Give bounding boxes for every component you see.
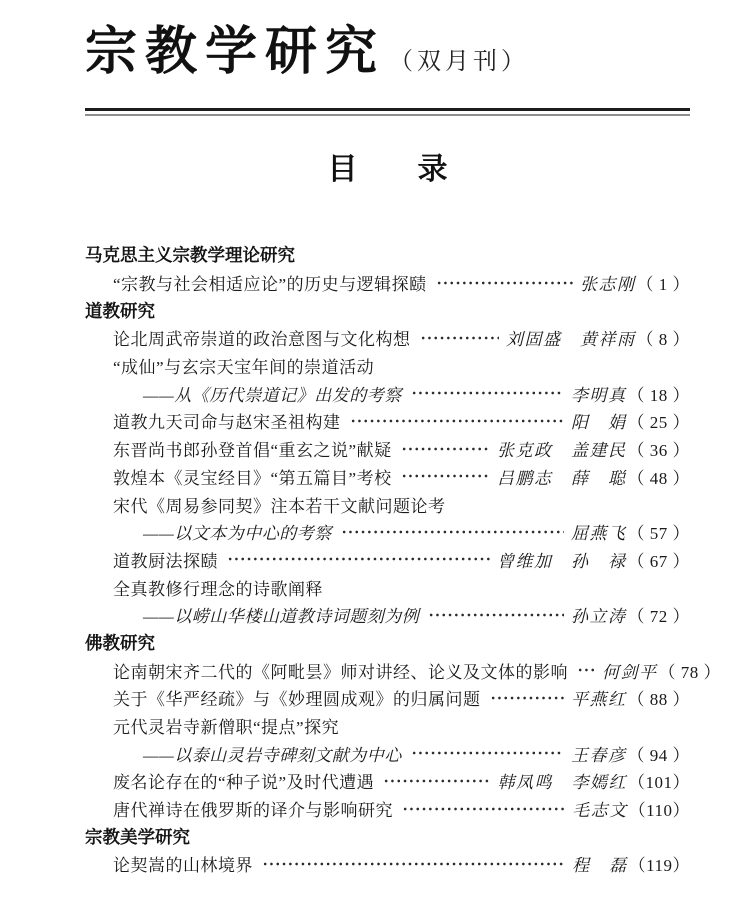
toc-entry-authors: 程 磊: [572, 856, 628, 876]
toc-entry: [85, 712, 690, 740]
toc-entry-page: （ 57 ）: [627, 524, 690, 544]
toc-entry-subtitle-row: [85, 518, 690, 546]
toc-entry-authors: 张志刚: [580, 275, 636, 295]
toc-title: 目 录: [327, 153, 448, 186]
toc-entry-authors: 屈燕飞: [571, 524, 627, 544]
toc-entry-page: （101）: [628, 773, 690, 793]
toc-entry-title: 论南朝宋齐二代的《阿毗昙》师对讲经、论义及文体的影响: [113, 662, 568, 682]
toc-entry: [85, 463, 690, 491]
toc-entry-page: （110）: [628, 801, 690, 821]
toc-entry: [85, 490, 690, 518]
toc-entry-title: 废名论存在的“种子说”及时代遭遇: [113, 773, 375, 793]
section-heading: 佛教研究: [85, 632, 155, 653]
toc-entry-page: （ 18 ）: [627, 385, 690, 405]
toc-entry: [85, 352, 690, 380]
dot-leader: [402, 795, 565, 823]
dot-leader: [577, 656, 595, 684]
dot-leader: [411, 379, 564, 407]
toc-entry-page: （ 72 ）: [627, 607, 690, 627]
toc-entry: [85, 850, 690, 878]
toc-entry-authors: 孙立涛: [571, 607, 627, 627]
toc-entry-title: 道教厨法探赜: [113, 551, 218, 571]
toc-entry-title: 元代灵岩寺新僧职“提点”探究: [113, 718, 340, 738]
dot-leader: [490, 684, 565, 712]
masthead: [85, 24, 690, 94]
toc-entry-title: “宗教与社会相适应论”的历史与逻辑探赜: [113, 275, 427, 295]
toc-entry-page: （ 88 ）: [627, 690, 690, 710]
dot-leader: [262, 850, 565, 878]
toc-entry-authors: 王春彦: [571, 745, 627, 765]
toc-entry: [85, 435, 690, 463]
toc-entry-page: （ 1 ）: [636, 275, 690, 295]
toc-entry-page: （ 78 ）: [658, 662, 721, 682]
toc-entry-authors: 平燕红: [571, 690, 627, 710]
toc-entry-title: 敦煌本《灵宝经目》“第五篇目”考校: [113, 468, 392, 488]
dot-leader: [436, 269, 573, 297]
toc-entry-subtitle-row: [85, 379, 690, 407]
toc-entry-subtitle: ——以崂山华楼山道教诗词题刻为例: [143, 607, 420, 627]
toc-entry: [85, 324, 690, 352]
toc-entry: [85, 573, 690, 601]
section-heading: 马克思主义宗教学理论研究: [85, 245, 295, 266]
toc-entry: [85, 684, 690, 712]
toc-entry-title: 道教九天司命与赵宋圣祖构建: [113, 413, 341, 433]
dot-leader: [401, 463, 490, 491]
toc-entry-title: 论北周武帝崇道的政治意图与文化构想: [113, 330, 411, 350]
toc-entry-subtitle-row: [85, 739, 690, 767]
toc-entry: [85, 656, 721, 684]
journal-subtitle: （双月刊）: [389, 49, 530, 75]
toc-entry-title: 关于《华严经疏》与《妙理圆成观》的归属问题: [113, 690, 481, 710]
toc-entry-title: 论契嵩的山林境界: [113, 856, 253, 876]
toc-entry-title: 唐代禅诗在俄罗斯的译介与影响研究: [113, 801, 393, 821]
double-rule-divider: [85, 108, 690, 116]
toc-entry-authors: 曾维加 孙 禄: [497, 551, 627, 571]
toc-entry-page: （ 8 ）: [636, 330, 690, 350]
toc-entry-page: （ 94 ）: [627, 745, 690, 765]
toc-entry-page: （ 48 ）: [627, 468, 690, 488]
dot-leader: [411, 739, 564, 767]
dot-leader: [227, 546, 490, 574]
toc-entry-authors: 韩凤鸣 李嫣红: [497, 773, 627, 793]
toc-entry: [85, 546, 690, 574]
toc-entry-authors: 阳 娟: [571, 413, 627, 433]
dot-leader: [383, 767, 490, 795]
toc-list: [85, 241, 721, 878]
toc-entry-title: 东晋尚书郎孙登首倡“重玄之说”献疑: [113, 441, 392, 461]
toc-entry-subtitle: ——以文本为中心的考察: [143, 524, 332, 544]
dot-leader: [401, 435, 490, 463]
section-heading: 道教研究: [85, 300, 155, 321]
journal-title: 宗教学研究: [85, 24, 386, 81]
toc-entry-subtitle: ——以泰山灵岩寺碑刻文献为中心: [143, 745, 402, 765]
dot-leader: [420, 324, 500, 352]
toc-entry-page: （ 25 ）: [627, 413, 690, 433]
toc-entry-authors: 张克政 盖建民: [497, 441, 627, 461]
toc-entry-title: 全真教修行理念的诗歌阐释: [113, 579, 323, 599]
dot-leader: [350, 407, 565, 435]
toc-entry-authors: 李明真: [571, 385, 627, 405]
section-heading: 宗教美学研究: [85, 826, 190, 847]
toc-entry-subtitle-row: [85, 601, 690, 629]
toc-entry-authors: 吕鹏志 薛 聪: [497, 468, 627, 488]
toc-entry-page: （119）: [628, 856, 690, 876]
toc-entry-authors: 刘固盛 黄祥雨: [506, 330, 636, 350]
toc-entry: [85, 767, 690, 795]
toc-entry: [85, 269, 690, 297]
dot-leader: [428, 601, 564, 629]
toc-entry-authors: 毛志文: [572, 801, 628, 821]
dot-leader: [341, 518, 564, 546]
toc-entry: [85, 407, 690, 435]
toc-entry: [85, 795, 690, 823]
toc-entry-title: 宋代《周易参同契》注本若干文献问题论考: [113, 496, 446, 516]
toc-entry-subtitle: ——从《历代崇道记》出发的考察: [143, 385, 402, 405]
toc-entry-authors: 何剑平: [602, 662, 658, 682]
toc-entry-page: （ 36 ）: [627, 441, 690, 461]
toc-entry-page: （ 67 ）: [627, 551, 690, 571]
toc-entry-title: “成仙”与玄宗天宝年间的崇道活动: [113, 358, 375, 378]
